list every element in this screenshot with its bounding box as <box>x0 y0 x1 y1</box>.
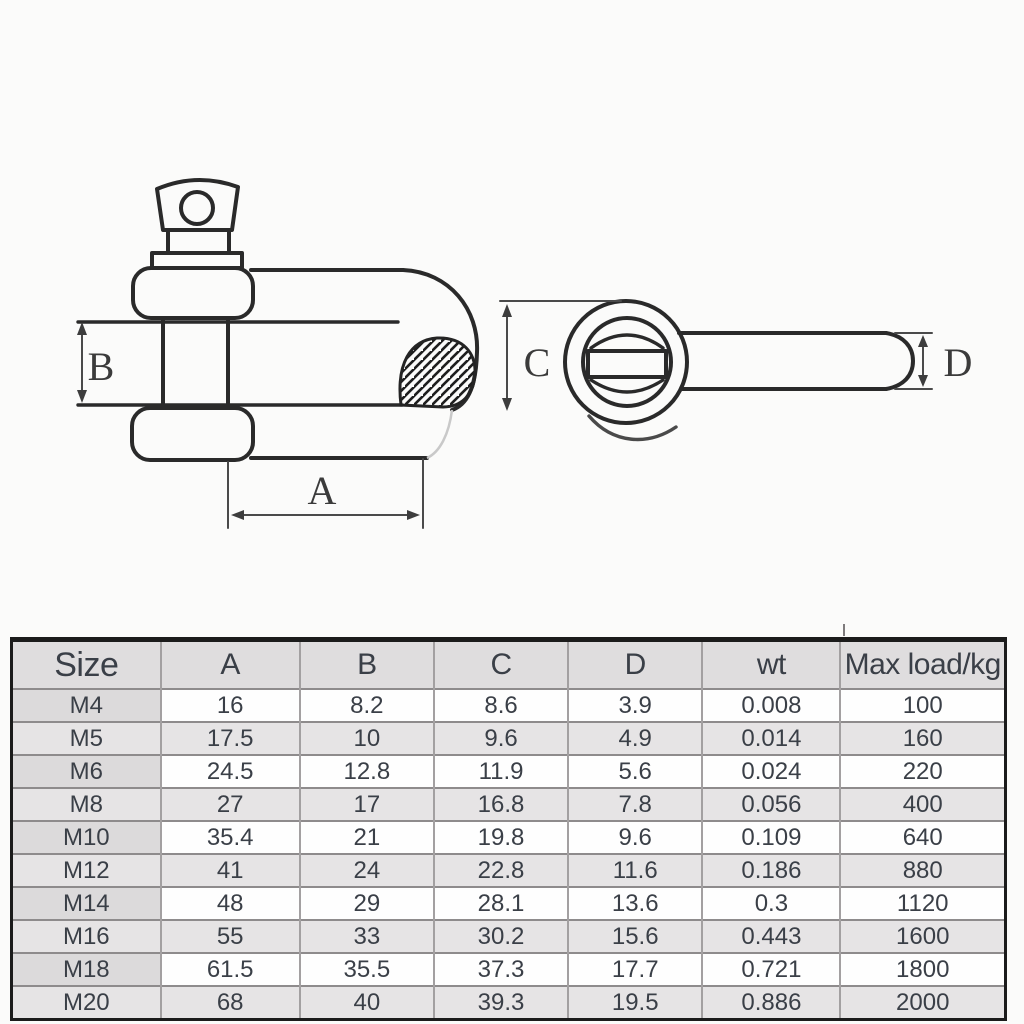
spec-header-b: B <box>300 640 434 690</box>
dimension-a <box>228 459 423 528</box>
spec-table-body <box>12 689 1006 1020</box>
spec-cell-m5-wt: 0.014 <box>702 722 840 755</box>
spec-cell-m14-size: M14 <box>12 887 161 920</box>
spec-cell-m12-c: 22.8 <box>434 854 568 887</box>
spec-cell-m12-b: 24 <box>300 854 434 887</box>
scan-artifact-tick <box>843 624 845 636</box>
spec-cell-m16-wt: 0.443 <box>702 920 840 953</box>
spec-cell-m6-b: 12.8 <box>300 755 434 788</box>
spec-cell-m20-size: M20 <box>12 986 161 1020</box>
spec-cell-m6-c: 11.9 <box>434 755 568 788</box>
spec-cell-m18-c: 37.3 <box>434 953 568 986</box>
spec-cell-m14-wt: 0.3 <box>702 887 840 920</box>
spec-cell-m10-a: 35.4 <box>161 821 300 854</box>
dimension-a-arrowhead-right <box>407 510 420 520</box>
spec-cell-m8-a: 27 <box>161 788 300 821</box>
spec-cell-m10-b: 21 <box>300 821 434 854</box>
spec-row-m18 <box>12 953 1006 986</box>
pin-collar <box>152 253 242 268</box>
shackle-side-view <box>78 180 477 460</box>
spec-row-m20 <box>12 986 1006 1020</box>
spec-cell-m8-d: 7.8 <box>568 788 702 821</box>
pin-front-view <box>565 301 913 439</box>
spec-cell-m16-c: 30.2 <box>434 920 568 953</box>
dimension-b-label: B <box>87 344 115 389</box>
spec-cell-m10-size: M10 <box>12 821 161 854</box>
spec-row-m10 <box>12 821 1006 854</box>
pin-head-eye-hole <box>181 192 213 224</box>
spec-row-m6 <box>12 755 1006 788</box>
spec-cell-m4-a: 16 <box>161 689 300 722</box>
spec-cell-m20-wt: 0.886 <box>702 986 840 1020</box>
dimension-c-arrowhead-up <box>502 304 512 317</box>
spec-cell-m16-size: M16 <box>12 920 161 953</box>
spec-cell-m5-size: M5 <box>12 722 161 755</box>
spec-cell-m6-d: 5.6 <box>568 755 702 788</box>
spec-cell-m14-d: 13.6 <box>568 887 702 920</box>
dimension-b-arrowhead-up <box>77 322 87 335</box>
spec-cell-m6-wt: 0.024 <box>702 755 840 788</box>
spec-table <box>10 637 1007 1021</box>
pin-slot-upper-arc <box>591 335 663 348</box>
spec-cell-m5-a: 17.5 <box>161 722 300 755</box>
dimension-b-arrowhead-down <box>77 390 87 403</box>
spec-cell-m18-b: 35.5 <box>300 953 434 986</box>
spec-cell-m20-max-load-kg: 2000 <box>840 986 1005 1020</box>
spec-cell-m12-max-load-kg: 880 <box>840 854 1005 887</box>
spec-cell-m10-wt: 0.109 <box>702 821 840 854</box>
spec-table-container <box>10 637 1007 1021</box>
spec-cell-m6-a: 24.5 <box>161 755 300 788</box>
pin-shank-rounded-end <box>886 333 913 389</box>
spec-cell-m5-c: 9.6 <box>434 722 568 755</box>
spec-cell-m8-b: 17 <box>300 788 434 821</box>
dimension-a-arrowhead-left <box>231 510 244 520</box>
spec-cell-m8-size: M8 <box>12 788 161 821</box>
spec-table-header-row <box>12 640 1006 690</box>
spec-cell-m18-a: 61.5 <box>161 953 300 986</box>
spec-cell-m14-a: 48 <box>161 887 300 920</box>
spec-cell-m4-d: 3.9 <box>568 689 702 722</box>
spec-cell-m5-b: 10 <box>300 722 434 755</box>
spec-cell-m6-max-load-kg: 220 <box>840 755 1005 788</box>
spec-cell-m12-d: 11.6 <box>568 854 702 887</box>
spec-cell-m16-max-load-kg: 1600 <box>840 920 1005 953</box>
spec-cell-m4-size: M4 <box>12 689 161 722</box>
shackle-lug-bottom <box>132 408 253 460</box>
dimension-c-arrowhead-down <box>502 398 512 411</box>
pin-neck <box>168 230 229 253</box>
dimension-d-arrowhead-up <box>918 335 928 347</box>
spec-cell-m18-wt: 0.721 <box>702 953 840 986</box>
bow-ghost-curve <box>427 410 452 458</box>
spec-cell-m18-max-load-kg: 1800 <box>840 953 1005 986</box>
spec-cell-m14-b: 29 <box>300 887 434 920</box>
spec-cell-m16-d: 15.6 <box>568 920 702 953</box>
spec-cell-m8-max-load-kg: 400 <box>840 788 1005 821</box>
spec-cell-m12-a: 41 <box>161 854 300 887</box>
spec-row-m14 <box>12 887 1006 920</box>
spec-cell-m14-max-load-kg: 1120 <box>840 887 1005 920</box>
spec-row-m8 <box>12 788 1006 821</box>
spec-cell-m12-size: M12 <box>12 854 161 887</box>
spec-cell-m18-size: M18 <box>12 953 161 986</box>
spec-cell-m20-b: 40 <box>300 986 434 1020</box>
pin-screw-slot <box>588 351 666 377</box>
dimension-d-label: D <box>943 340 973 385</box>
spec-cell-m4-max-load-kg: 100 <box>840 689 1005 722</box>
spec-cell-m10-max-load-kg: 640 <box>840 821 1005 854</box>
spec-cell-m14-c: 28.1 <box>434 887 568 920</box>
spec-cell-m5-d: 4.9 <box>568 722 702 755</box>
spec-cell-m6-size: M6 <box>12 755 161 788</box>
spec-cell-m12-wt: 0.186 <box>702 854 840 887</box>
spec-cell-m10-d: 9.6 <box>568 821 702 854</box>
bow-cross-section-hatch <box>400 338 475 407</box>
spec-cell-m8-wt: 0.056 <box>702 788 840 821</box>
spec-cell-m20-d: 19.5 <box>568 986 702 1020</box>
spec-cell-m20-c: 39.3 <box>434 986 568 1020</box>
dimension-d-arrowhead-down <box>918 375 928 387</box>
spec-header-wt: wt <box>702 640 840 690</box>
spec-row-m5 <box>12 722 1006 755</box>
spec-header-a: A <box>161 640 300 690</box>
dimension-c <box>500 301 621 411</box>
spec-cell-m16-a: 55 <box>161 920 300 953</box>
pin-slot-lower-arc <box>591 380 663 392</box>
shackle-lug-top <box>133 268 253 318</box>
spec-header-d: D <box>568 640 702 690</box>
spec-row-m12 <box>12 854 1006 887</box>
spec-cell-m18-d: 17.7 <box>568 953 702 986</box>
spec-row-m4 <box>12 689 1006 722</box>
spec-cell-m4-b: 8.2 <box>300 689 434 722</box>
spec-cell-m4-c: 8.6 <box>434 689 568 722</box>
spec-cell-m5-max-load-kg: 160 <box>840 722 1005 755</box>
dimension-c-label: C <box>523 340 551 385</box>
spec-header-c: C <box>434 640 568 690</box>
spec-cell-m4-wt: 0.008 <box>702 689 840 722</box>
spec-cell-m16-b: 33 <box>300 920 434 953</box>
spec-cell-m8-c: 16.8 <box>434 788 568 821</box>
dimension-b <box>77 322 114 403</box>
spec-header-max-load-kg: Max load/kg <box>840 640 1005 690</box>
spec-cell-m10-c: 19.8 <box>434 821 568 854</box>
spec-row-m16 <box>12 920 1006 953</box>
spec-cell-m20-a: 68 <box>161 986 300 1020</box>
dimension-a-label: A <box>307 468 337 513</box>
spec-header-size: Size <box>12 640 161 690</box>
